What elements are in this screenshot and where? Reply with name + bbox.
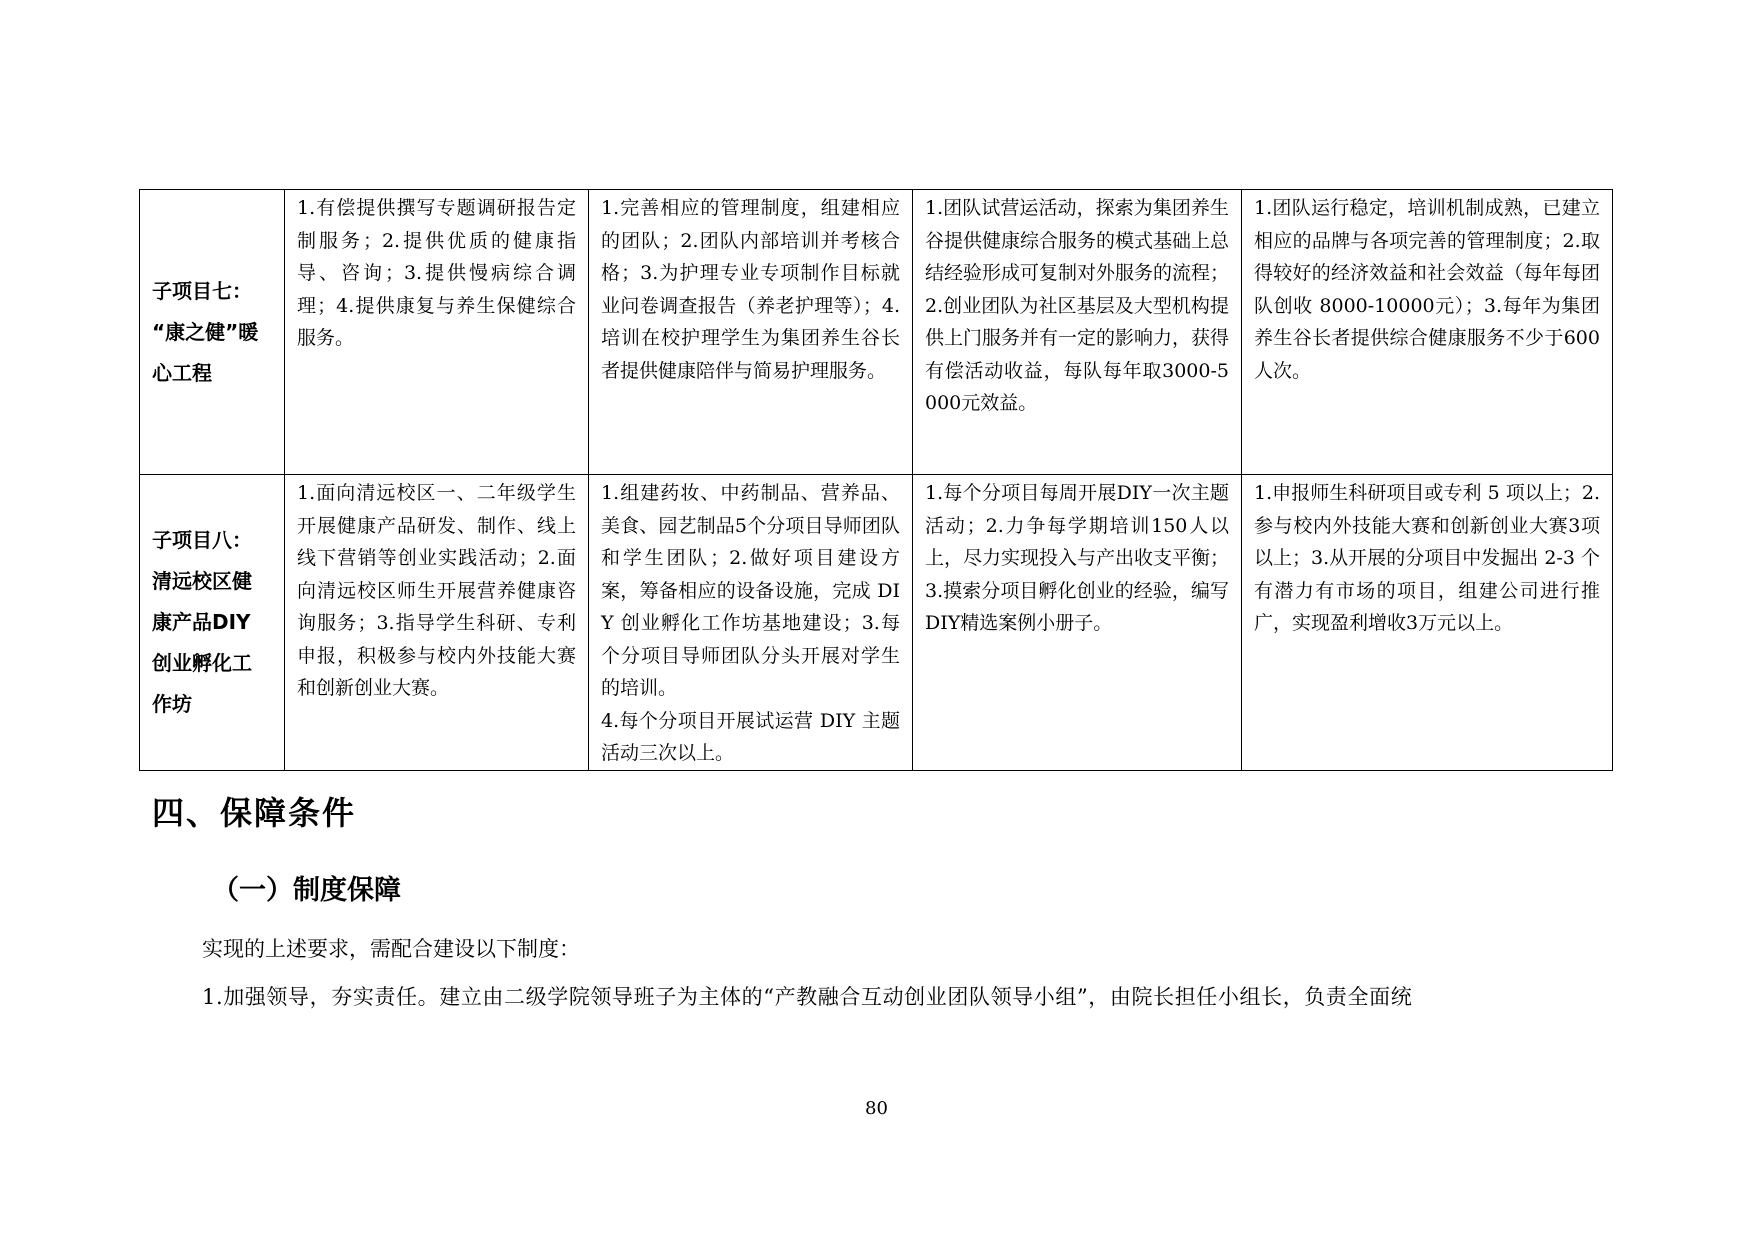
table-cell: 1.申报师生科研项目或专利 5 项以上；2.参与校内外技能大赛和创新创业大赛3项以上；3.从开展的分项目中发掘出 2-3 个有潜力有市场的项目，组建公司进行推广，实现盈利增收3万元以上。 (1242, 475, 1613, 771)
project-table (139, 189, 1613, 771)
subproject-label: 子项目七： “康之健”暖 心工程 (140, 190, 285, 475)
subsection-heading: （一）制度保障 (212, 875, 401, 906)
table-cell: 1.团队试营运活动，探索为集团养生谷提供健康综合服务的模式基础上总结经验形成可复制对外服务的流程；2.创业团队为社区基层及大型机构提供上门服务并有一定的影响力，获得有偿活动收益，每队每年取3000-5000元效益。 (913, 190, 1242, 475)
table-cell: 1.每个分项目每周开展DIY一次主题活动；2.力争每学期培训150人以上，尽力实现投入与产出收支平衡；3.摸索分项目孵化创业的经验，编写DIY精选案例小册子。 (913, 475, 1242, 771)
table-cell: 1.组建药妆、中药制品、营养品、美食、园艺制品5个分项目导师团队和学生团队；2.做好项目建设方案，筹备相应的设备设施，完成 DIY 创业孵化工作坊基地建设；3.每个分项目导师团队分头开展对学生的培训。 4.每个分项目开展试运营 DIY 主题活动三次以上。 (589, 475, 913, 771)
paragraph: 实现的上述要求，需配合建设以下制度： (202, 937, 580, 961)
table-cell: 1.团队运行稳定，培训机制成熟，已建立相应的品牌与各项完善的管理制度；2.取得较好的经济效益和社会效益（每年每团队创收 8000-10000元）；3.每年为集团养生谷长者提供综合健康服务不少于600人次。 (1242, 190, 1613, 475)
section-heading: 四、保障条件 (152, 794, 357, 832)
page-number: 80 (865, 1098, 888, 1119)
table-row (140, 190, 1613, 475)
table-cell: 1.有偿提供撰写专题调研报告定制服务；2.提供优质的健康指导、咨询；3.提供慢病综合调理；4.提供康复与养生保健综合服务。 (285, 190, 589, 475)
subproject-label: 子项目八： 清远校区健 康产品DIY 创业孵化工 作坊 (140, 475, 285, 771)
table-cell: 1.完善相应的管理制度，组建相应的团队；2.团队内部培训并考核合格；3.为护理专业专项制作目标就业问卷调查报告（养老护理等）；4.培训在校护理学生为集团养生谷长者提供健康陪伴与简易护理服务。 (589, 190, 913, 475)
table-cell: 1.面向清远校区一、二年级学生开展健康产品研发、制作、线上线下营销等创业实践活动；2.面向清远校区师生开展营养健康咨询服务；3.指导学生科研、专利申报，积极参与校内外技能大赛和创新创业大赛。 (285, 475, 589, 771)
paragraph: 1.加强领导，夯实责任。建立由二级学院领导班子为主体的“产教融合互动创业团队领导小组”，由院长担任小组长，负责全面统 (202, 985, 1413, 1009)
table-row (140, 475, 1613, 771)
